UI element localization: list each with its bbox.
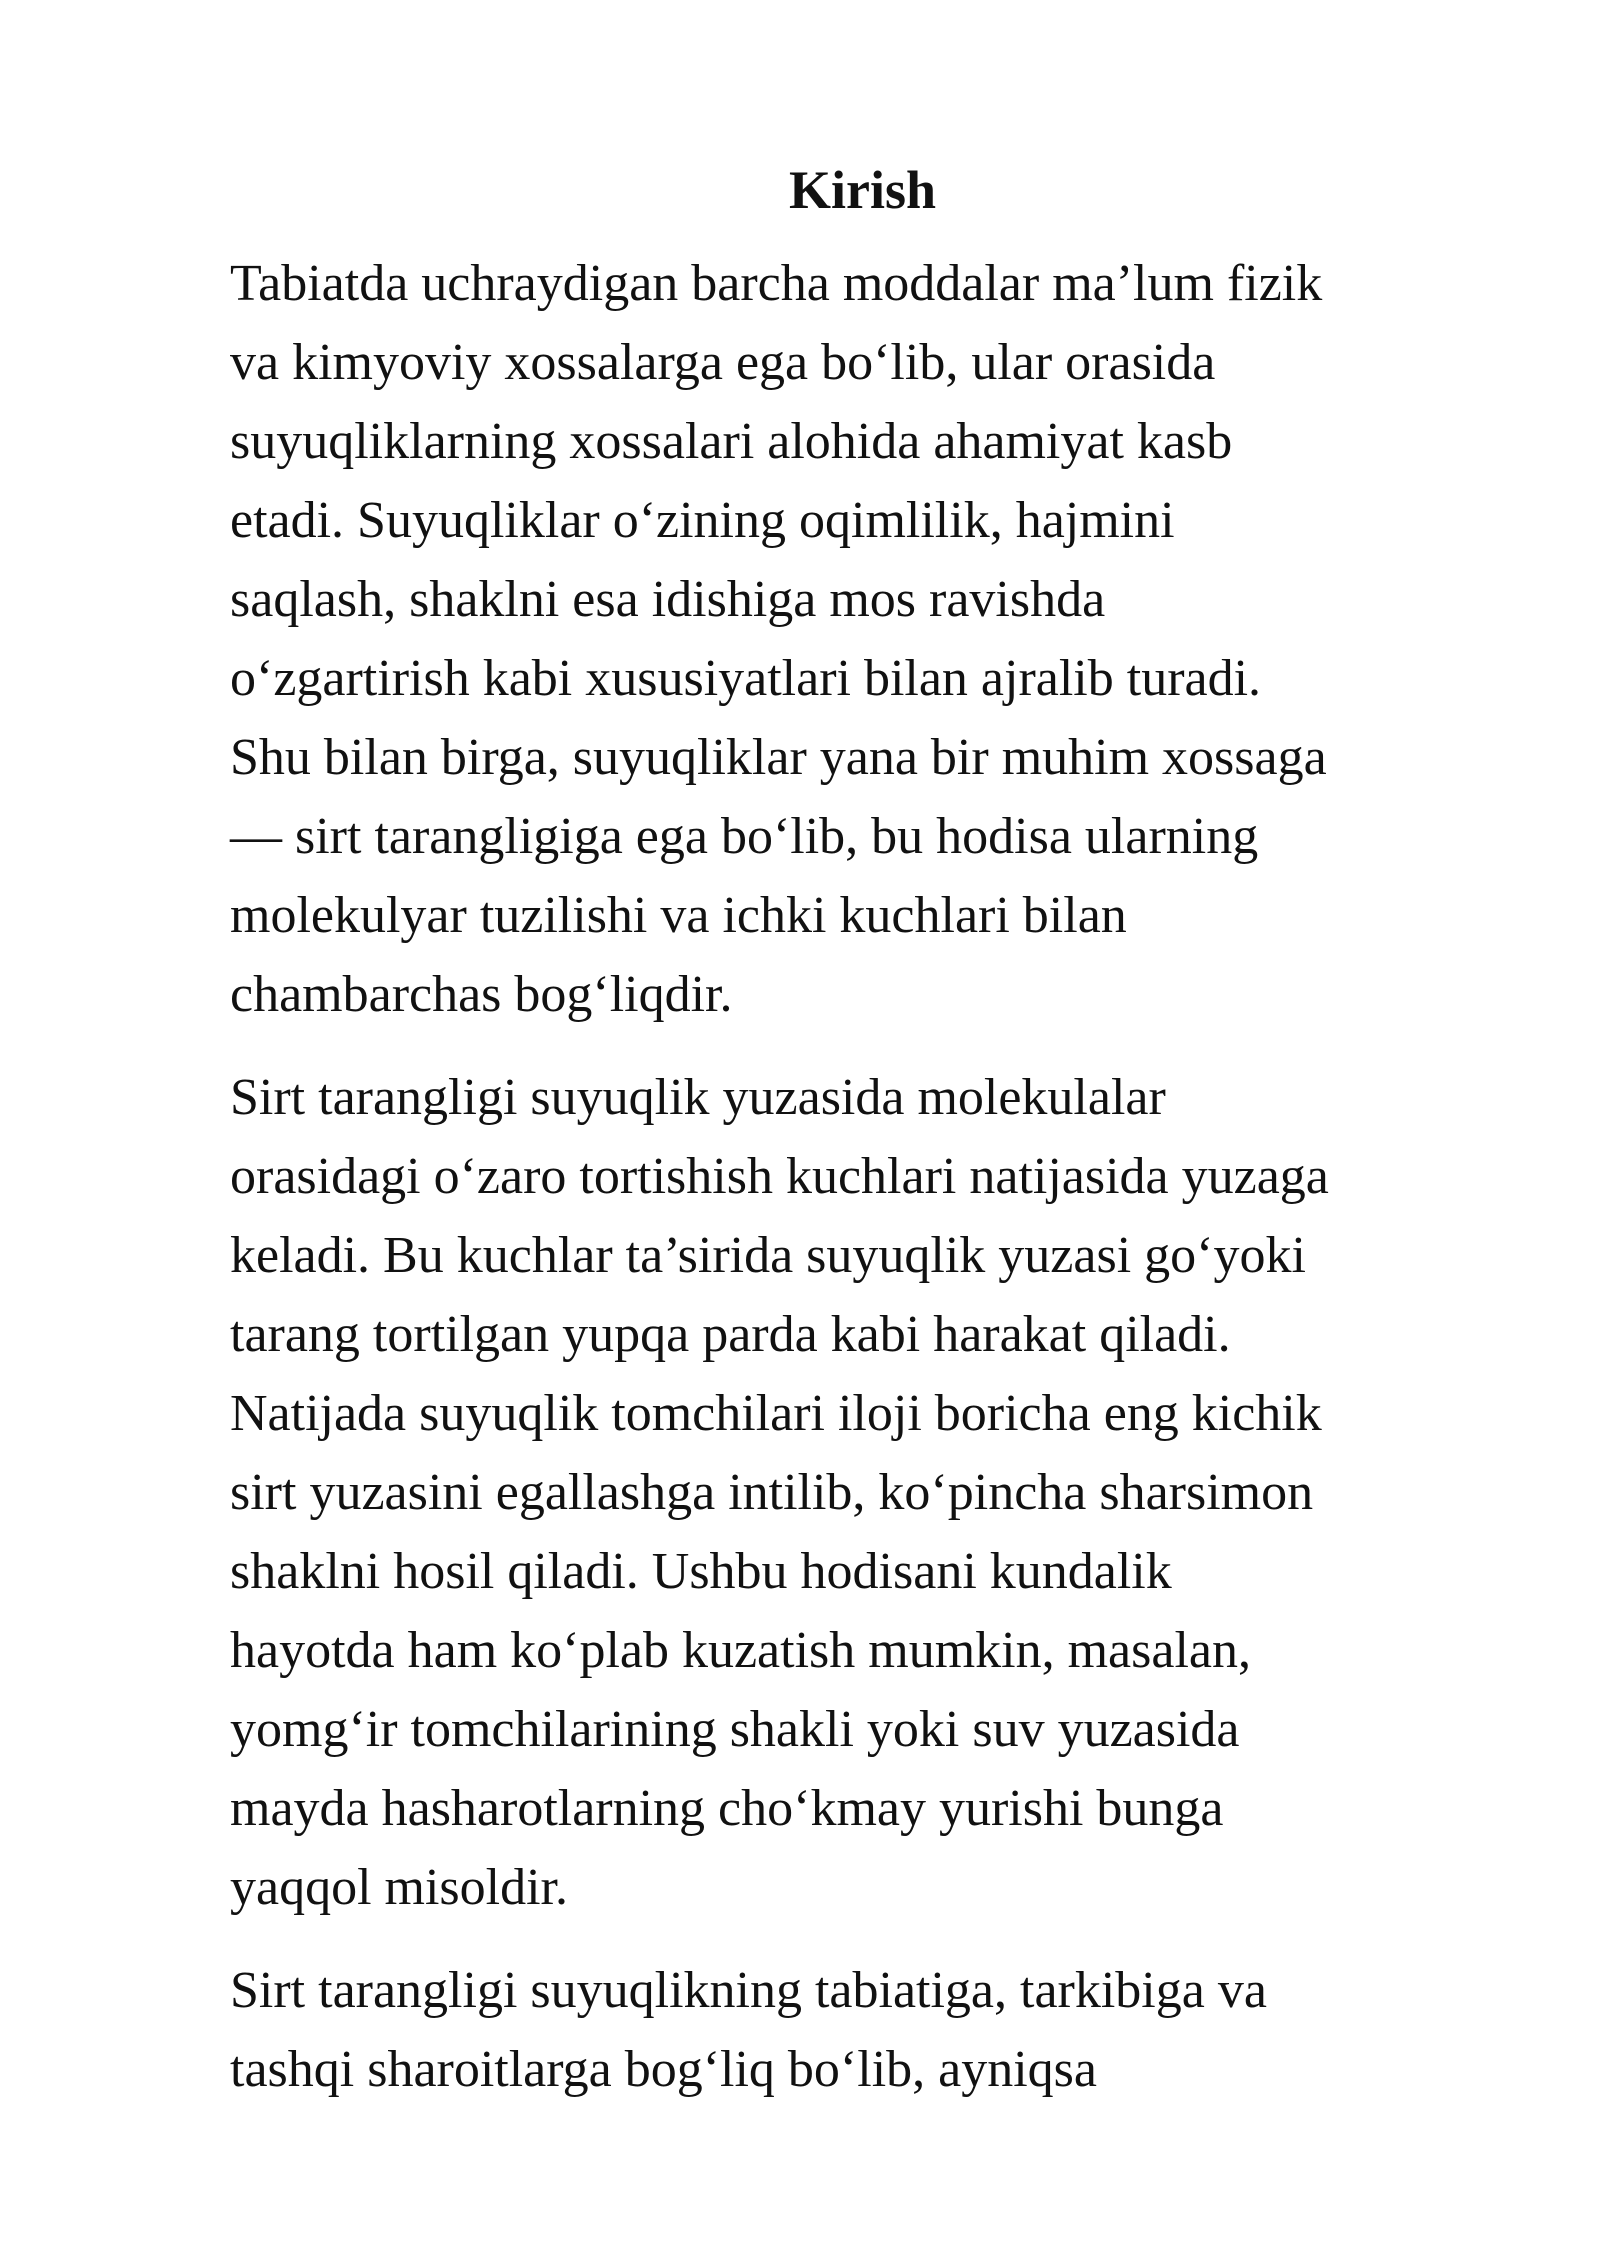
text-line: saqlash, shaklni esa idishiga mos ravishda	[230, 571, 1106, 628]
text-line: orasidagi o‘zaro tortishish kuchlari natijasida yuzaga	[230, 1148, 1329, 1205]
paragraph-1	[230, 244, 1495, 1034]
text-line: molekulyar tuzilishi va ichki kuchlari bilan	[230, 887, 1127, 944]
text-line: hayotda ham ko‘plab kuzatish mumkin, masalan,	[230, 1622, 1251, 1679]
text-line: — sirt tarangligiga ega bo‘lib, bu hodisa ularning	[230, 808, 1259, 865]
text-line: va kimyoviy xossalarga ega bo‘lib, ular orasida	[230, 334, 1216, 391]
text-line: tarang tortilgan yupqa parda kabi harakat qiladi.	[230, 1306, 1231, 1363]
text-line: Natijada suyuqlik tomchilari iloji boricha eng kichik	[230, 1385, 1322, 1442]
text-line: shaklni hosil qiladi. Ushbu hodisani kundalik	[230, 1543, 1172, 1600]
text-line: etadi. Suyuqliklar o‘zining oqimlilik, hajmini	[230, 492, 1175, 549]
text-line: Shu bilan birga, suyuqliklar yana bir muhim xossaga	[230, 729, 1327, 786]
document-body	[230, 150, 1495, 2109]
text-line: o‘zgartirish kabi xususiyatlari bilan ajralib turadi.	[230, 650, 1262, 707]
text-line: Tabiatda uchraydigan barcha moddalar ma’lum fizik	[230, 255, 1323, 312]
text-line: Sirt tarangligi suyuqlik yuzasida molekulalar	[230, 1069, 1166, 1126]
text-line: suyuqliklarning xossalari alohida ahamiyat kasb	[230, 413, 1233, 470]
paragraph-3	[230, 1951, 1495, 2109]
text-line: yomg‘ir tomchilarining shakli yoki suv yuzasida	[230, 1701, 1240, 1758]
text-line: chambarchas bog‘liqdir.	[230, 966, 733, 1023]
text-line: keladi. Bu kuchlar ta’sirida suyuqlik yuzasi go‘yoki	[230, 1227, 1306, 1284]
page-title: Kirish	[788, 160, 937, 220]
text-line: Sirt tarangligi suyuqlikning tabiatiga, tarkibiga va	[230, 1962, 1267, 2019]
text-line: yaqqol misoldir.	[230, 1859, 568, 1916]
text-line: tashqi sharoitlarga bog‘liq bo‘lib, ayniqsa	[230, 2041, 1097, 2098]
text-line: mayda hasharotlarning cho‘kmay yurishi bunga	[230, 1780, 1224, 1837]
paragraph-2	[230, 1058, 1495, 1927]
text-line: sirt yuzasini egallashga intilib, ko‘pincha sharsimon	[230, 1464, 1314, 1521]
